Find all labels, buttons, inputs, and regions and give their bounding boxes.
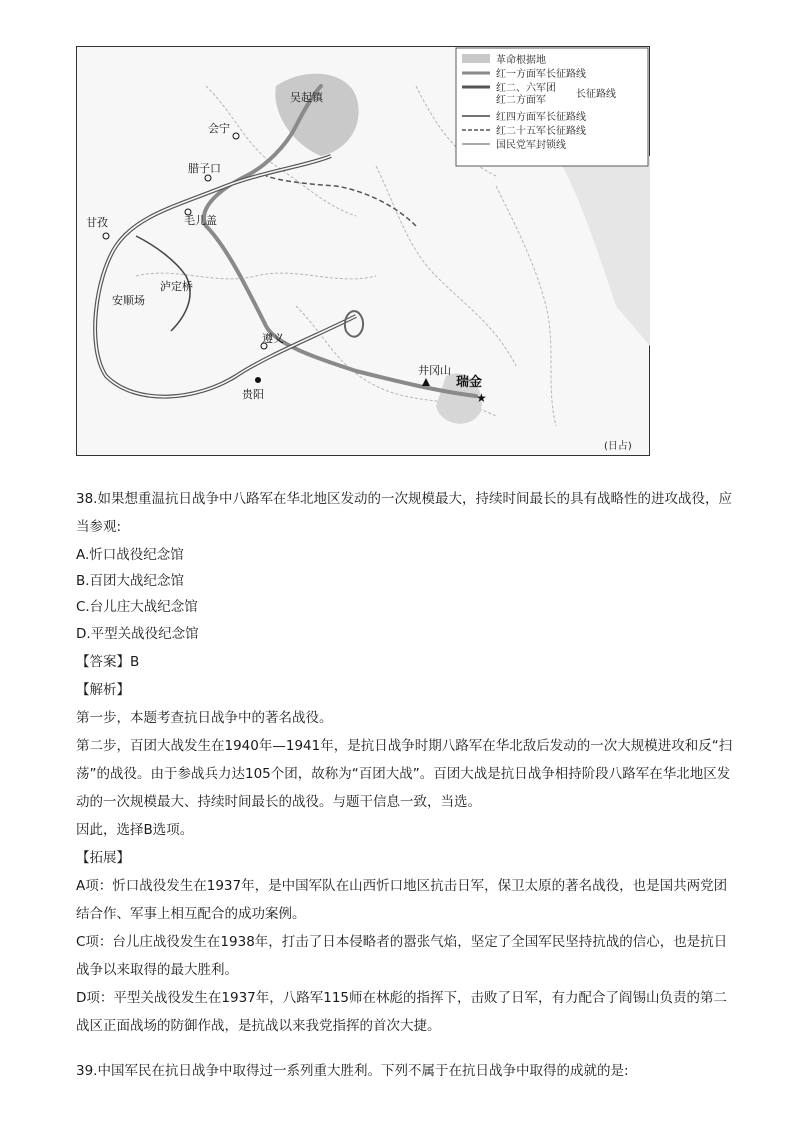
q38-step2-line3: 动的一次规模最大、持续时间最长的战役。与题干信息一致，当选。 [76,794,481,810]
legend-fourth-front: 红四方面军长征路线 [496,112,586,123]
q38-conclusion: 因此，选择B选项。 [76,822,194,838]
place-ruijin: 瑞金 [456,375,483,390]
q38-ext-a-line2: 结合作、军事上相互配合的成功案例。 [76,906,306,922]
place-ruijin-star: ★ [476,391,487,405]
q38-ext-c-line2: 战争以来取得的最大胜利。 [76,962,238,978]
place-guiyang: 贵阳 [242,388,264,401]
q38-option-a: A.忻口战役纪念馆 [76,547,184,563]
map-credit: (日占) [604,441,632,452]
q38-option-c: C.台儿庄大战纪念馆 [76,599,198,615]
place-anshunchang: 安顺场 [112,294,145,307]
q38-step2-line2: 荡”的战役。由于参战兵力达105个团，故称为“百团大战”。百团大战是抗日战争相持阶段八路军在华北地区发 [76,766,731,782]
legend-route-suffix: 长征路线 [576,89,616,100]
legend-second-front: 红二方面军 [496,95,546,106]
long-march-map [76,46,650,456]
place-maoergai: 毛儿盖 [184,214,217,227]
place-ludingqiao: 泸定桥 [160,280,193,293]
legend-blockade: 国民党军封锁线 [496,140,566,151]
q38-option-d: D.平型关战役纪念馆 [76,626,199,642]
q38-analysis-title: 【解析】 [76,682,130,698]
map-legend [456,48,648,166]
legend-base: 革命根据地 [496,55,546,66]
place-huining: 会宁 [208,122,230,135]
place-ganzi: 甘孜 [86,216,108,229]
q38-ext-d-line1: D项：平型关战役发生在1937年，八路军115师在林彪的指挥下，击败了日军，有力配合了阎锡山负责的第二 [76,990,728,1006]
legend-twenty-fifth: 红二十五军长征路线 [496,126,586,137]
place-lazikou: 腊子口 [188,162,221,175]
q38-stem-line1: 38.如果想重温抗日战争中八路军在华北地区发动的一次规模最大，持续时间最长的具有战略性的进攻战役，应 [76,491,732,507]
place-jinggangshan: 井冈山 [418,364,451,377]
place-wuqizhen: 吴起镇 [290,91,323,104]
q38-extension-title: 【拓展】 [76,850,130,866]
q38-step1: 第一步，本题考查抗日战争中的著名战役。 [76,710,333,726]
q38-ext-d-line2: 战区正面战场的防御作战，是抗战以来我党指挥的首次大捷。 [76,1018,441,1034]
legend-first-front: 红一方面军长征路线 [496,69,586,80]
q39-stem: 39.中国军民在抗日战争中取得过一系列重大胜利。下列不属于在抗日战争中取得的成就的是: [76,1063,629,1079]
q38-step2-line1: 第二步，百团大战发生在1940年—1941年，是抗日战争时期八路军在华北敌后发动的一次大规模进攻和反“扫 [76,738,733,754]
q38-ext-a-line1: A项：忻口战役发生在1937年，是中国军队在山西忻口地区抗击日军，保卫太原的著名战役，也是国共两党团 [76,878,728,894]
q38-option-b: B.百团大战纪念馆 [76,573,185,589]
place-zunyi: 遵义 [262,332,284,345]
q38-stem-line2: 当参观: [76,519,122,535]
q38-answer: 【答案】B [76,654,140,670]
legend-second-sixth: 红二、六军团 [496,83,556,94]
q38-ext-c-line1: C项：台儿庄战役发生在1938年，打击了日本侵略者的嚣张气焰，坚定了全国军民坚持抗战的信心，也是抗日 [76,934,728,950]
